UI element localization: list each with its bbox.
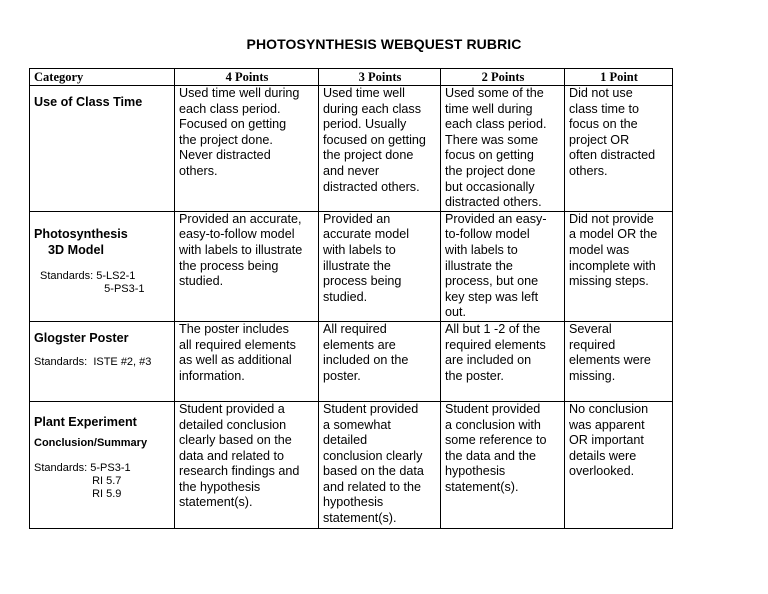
rubric-table (29, 68, 673, 529)
page-title: PHOTOSYNTHESIS WEBQUEST RUBRIC (246, 36, 522, 52)
header-4-points: 4 Points (175, 69, 319, 86)
score-cell-1: Did not use class time to focus on the project OR often distracted others. (565, 86, 673, 212)
category-cell (30, 321, 175, 401)
table-row (30, 211, 673, 321)
category-standards: Standards: 5-PS3-1 RI 5.7 RI 5.9 (34, 461, 131, 500)
header-3-points: 3 Points (319, 69, 441, 86)
table-row (30, 321, 673, 401)
score-cell-2: Used some of the time well during each class period. There was some focus on getting the project done but occasionally distracted others. (441, 86, 565, 212)
category-subtitle: Conclusion/Summary (34, 436, 148, 449)
category-cell (30, 401, 175, 528)
score-cell-4: Provided an accurate, easy-to-follow model with labels to illustrate the process being studied. (175, 211, 319, 321)
score-cell-4: Used time well during each class period. Focused on getting the project done. Never distracted others. (175, 86, 319, 212)
category-standards: Standards: ISTE #2, #3 (34, 355, 152, 368)
score-cell-3: Used time well during each class period. Usually focused on getting the project done and never distracted others. (319, 86, 441, 212)
header-row (30, 69, 673, 86)
category-name: Photosynthesis 3D Model (34, 226, 128, 257)
score-cell-3: All required elements are included on the poster. (319, 321, 441, 401)
category-cell (30, 86, 175, 212)
score-cell-1: No conclusion was apparent OR important details were overlooked. (565, 401, 673, 528)
score-cell-1: Several required elements were missing. (565, 321, 673, 401)
score-cell-1: Did not provide a model OR the model was incomplete with missing steps. (565, 211, 673, 321)
score-cell-2: Provided an easy- to-follow model with labels to illustrate the process, but one key step was left out. (441, 211, 565, 321)
category-name: Plant Experiment (34, 414, 137, 429)
score-cell-4: Student provided a detailed conclusion clearly based on the data and related to research findings and the hypothesis statement(s). (175, 401, 319, 528)
table-row (30, 86, 673, 212)
score-cell-2: All but 1 -2 of the required elements are included on the poster. (441, 321, 565, 401)
category-name: Glogster Poster (34, 330, 129, 345)
header-category: Category (30, 69, 175, 86)
score-cell-2: Student provided a conclusion with some reference to the data and the hypothesis statement(s). (441, 401, 565, 528)
score-cell-3: Provided an accurate model with labels to illustrate the process being studied. (319, 211, 441, 321)
header-1-point: 1 Point (565, 69, 673, 86)
category-standards: Standards: 5-LS2-1 5-PS3-1 (40, 269, 145, 295)
score-cell-4: The poster includes all required elements as well as additional information. (175, 321, 319, 401)
table-row (30, 401, 673, 528)
score-cell-3: Student provided a somewhat detailed conclusion clearly based on the data and related to the hypothesis statement(s). (319, 401, 441, 528)
category-name: Use of Class Time (34, 95, 143, 109)
header-2-points: 2 Points (441, 69, 565, 86)
category-cell (30, 211, 175, 321)
